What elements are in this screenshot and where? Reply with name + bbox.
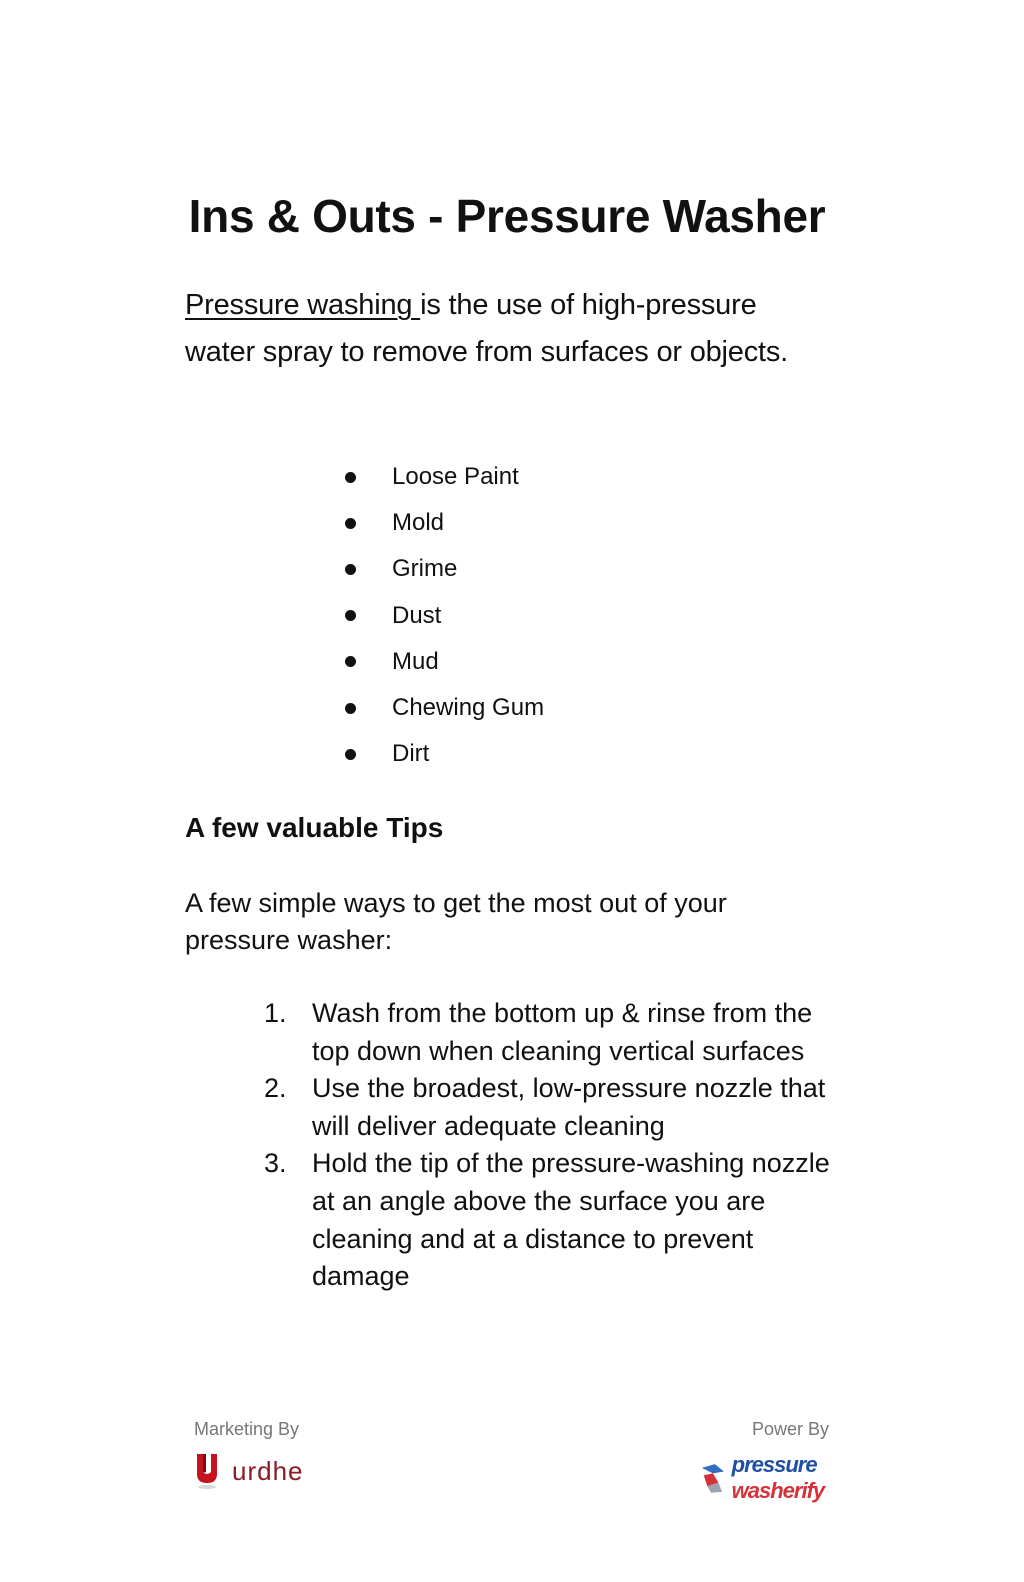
urdhe-wordmark: urdhe [232,1455,304,1486]
bullet-icon [345,703,356,714]
step-number: 2. [264,1073,287,1104]
step-text: Wash from the bottom up & rinse from the top down when cleaning vertical surfaces [312,998,813,1066]
tips-list [264,995,864,1296]
list-item: Dust [345,593,544,639]
bullet-icon [345,656,356,667]
bullet-icon [345,749,356,760]
bullet-icon [345,472,356,483]
power-label: Power By [752,1419,830,1439]
marketing-label: Marketing By [194,1419,300,1439]
list-item: Grime [345,546,544,592]
step-text: Use the broadest, low-pressure nozzle that will deliver adequate cleaning [312,1073,826,1141]
intro-text: is the use of high-pressure water spray to remove from surfaces or objects. [185,289,789,368]
pressure-washerify-logo [700,1452,900,1504]
bullet-icon [345,564,356,575]
intro-term: Pressure washing [185,289,421,321]
page-title: Ins & Outs - Pressure Washer [188,190,826,242]
surface-list [345,454,544,777]
power-credit [700,1418,900,1504]
tips-heading: A few valuable Tips [185,812,444,843]
list-item: Mud [345,639,544,685]
washerify-mark-icon [700,1461,728,1495]
list-item [264,1070,864,1145]
intro-paragraph [185,282,805,375]
step-number: 1. [264,998,287,1028]
step-number: 3. [264,1148,287,1179]
list-item: Chewing Gum [345,685,544,731]
urdhe-logo [194,1452,354,1490]
list-item [264,1145,864,1295]
marketing-credit [194,1418,354,1490]
bullet-icon [345,518,356,529]
bullet-icon [345,610,356,621]
list-item: Loose Paint [345,454,544,500]
list-item [264,995,864,1070]
tips-intro: A few simple ways to get the most out of your pressure washer: [185,888,727,955]
washerify-wordmark: pressure washerify [731,1452,825,1503]
urdhe-u-icon [194,1452,220,1490]
step-text: Hold the tip of the pressure-washing nozzle at an angle above the surface you are cleaning and at a distance to prevent damage [312,1148,830,1292]
list-item: Mold [345,500,544,546]
list-item: Dirt [345,731,544,777]
